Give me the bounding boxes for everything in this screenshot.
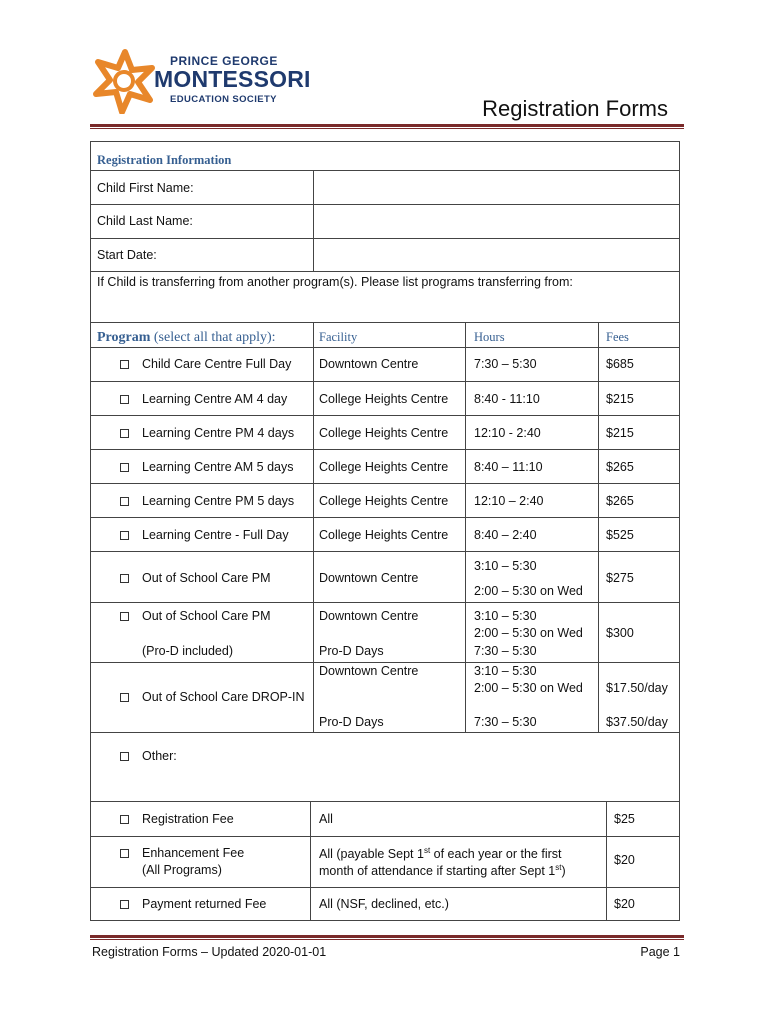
logo (92, 48, 312, 116)
child-last-name-field[interactable] (314, 205, 679, 238)
program-fee: $215 (606, 426, 634, 440)
checkbox-program-1[interactable] (120, 395, 129, 404)
checkbox-enhancement-fee[interactable] (120, 849, 129, 858)
fee-amount: $20 (614, 897, 635, 911)
start-date-label: Start Date: (97, 248, 157, 262)
program-fee: $265 (606, 494, 634, 508)
child-first-name-field[interactable] (314, 171, 679, 204)
fees-header: Fees (606, 330, 629, 344)
fee-amount: $25 (614, 812, 635, 826)
logo-line2: MONTESSORI (154, 66, 311, 92)
program-hours: 2:00 – 5:30 on Wed (474, 681, 583, 695)
program-name: Out of School Care DROP-IN (142, 690, 305, 704)
checkbox-program-0[interactable] (120, 360, 129, 369)
program-name: Out of School Care PM (142, 609, 271, 623)
footer-updated: Registration Forms – Updated 2020-01-01 (92, 945, 327, 959)
program-name: Out of School Care PM (142, 571, 271, 585)
program-facility: College Heights Centre (319, 392, 449, 406)
program-fee: $265 (606, 460, 634, 474)
logo-line3: EDUCATION SOCIETY (170, 94, 277, 105)
program-hours: 7:30 – 5:30 (474, 357, 537, 371)
fee-name: Registration Fee (142, 812, 234, 826)
program-facility: Downtown Centre (319, 609, 419, 623)
facility-header: Facility (319, 330, 358, 344)
checkbox-registration-fee[interactable] (120, 815, 129, 824)
checkbox-osc-dropin[interactable] (120, 693, 129, 702)
fee-applies: All (319, 812, 333, 826)
program-hours: 2:00 – 5:30 on Wed (474, 584, 583, 598)
checkbox-program-3[interactable] (120, 463, 129, 472)
program-hours: 7:30 – 5:30 (474, 715, 537, 729)
header-rule (90, 124, 684, 129)
program-facility: College Heights Centre (319, 460, 449, 474)
program-facility: College Heights Centre (319, 426, 449, 440)
program-fee: $17.50/day (606, 681, 668, 695)
program-note: (Pro-D included) (142, 644, 234, 658)
program-hours: 8:40 - 11:10 (474, 392, 540, 406)
fee-name: Payment returned Fee (142, 897, 267, 911)
checkbox-program-4[interactable] (120, 497, 129, 506)
program-hours: 3:10 – 5:30 (474, 609, 537, 623)
fee-applies: All (NSF, declined, etc.) (319, 897, 449, 911)
fee-applies-line2: month of attendance if starting after Sept 1st) (319, 863, 566, 879)
footer-rule (90, 935, 684, 940)
checkbox-returned-fee[interactable] (120, 900, 129, 909)
montessori-star-icon (92, 48, 158, 114)
checkbox-osc-prod[interactable] (120, 612, 129, 621)
transfer-note: If Child is transferring from another program(s). Please list programs transferring from: (97, 275, 573, 289)
program-facility: College Heights Centre (319, 494, 449, 508)
checkbox-other[interactable] (120, 752, 129, 761)
fee-amount: $20 (614, 853, 635, 867)
program-name: Child Care Centre Full Day (142, 357, 292, 371)
program-fee: $525 (606, 528, 634, 542)
child-first-name-label: Child First Name: (97, 181, 194, 195)
program-fee: $37.50/day (606, 715, 668, 729)
program-name: Learning Centre AM 5 days (142, 460, 294, 474)
program-name: Learning Centre AM 4 day (142, 392, 288, 406)
page-title: Registration Forms (482, 96, 668, 121)
checkbox-program-2[interactable] (120, 429, 129, 438)
program-facility: Pro-D Days (319, 644, 384, 658)
program-facility: College Heights Centre (319, 528, 449, 542)
program-fee: $300 (606, 626, 634, 640)
transfer-field[interactable] (91, 292, 679, 322)
other-label: Other: (142, 749, 177, 763)
fee-applies-line1: All (payable Sept 1st of each year or the first (319, 846, 562, 862)
checkbox-program-5[interactable] (120, 531, 129, 540)
fee-sub: (All Programs) (142, 863, 222, 877)
fee-name: Enhancement Fee (142, 846, 245, 860)
program-fee: $215 (606, 392, 634, 406)
program-hours: 8:40 – 11:10 (474, 460, 543, 474)
program-facility: Downtown Centre (319, 357, 419, 371)
program-hours: 3:10 – 5:30 (474, 559, 537, 573)
program-name: Learning Centre PM 5 days (142, 494, 295, 508)
program-hours: 12:10 - 2:40 (474, 426, 541, 440)
program-fee: $275 (606, 571, 634, 585)
program-hours: 7:30 – 5:30 (474, 644, 537, 658)
checkbox-osc-pm[interactable] (120, 574, 129, 583)
program-hours: 2:00 – 5:30 on Wed (474, 626, 583, 640)
other-field[interactable] (190, 740, 670, 795)
footer-page-number: Page 1 (640, 945, 680, 959)
program-hours: 3:10 – 5:30 (474, 664, 537, 678)
program-name: Learning Centre PM 4 days (142, 426, 295, 440)
program-hours: 8:40 – 2:40 (474, 528, 537, 542)
program-facility: Pro-D Days (319, 715, 384, 729)
logo-line1: PRINCE GEORGE (170, 54, 278, 68)
program-name: Learning Centre - Full Day (142, 528, 289, 542)
start-date-field[interactable] (314, 239, 679, 271)
section-title: Registration Information (97, 153, 232, 167)
hours-header: Hours (474, 330, 505, 344)
child-last-name-label: Child Last Name: (97, 214, 193, 228)
program-facility: Downtown Centre (319, 664, 419, 678)
program-facility: Downtown Centre (319, 571, 419, 585)
program-header: Program (select all that apply): (97, 330, 276, 345)
program-fee: $685 (606, 357, 634, 371)
program-hours: 12:10 – 2:40 (474, 494, 544, 508)
